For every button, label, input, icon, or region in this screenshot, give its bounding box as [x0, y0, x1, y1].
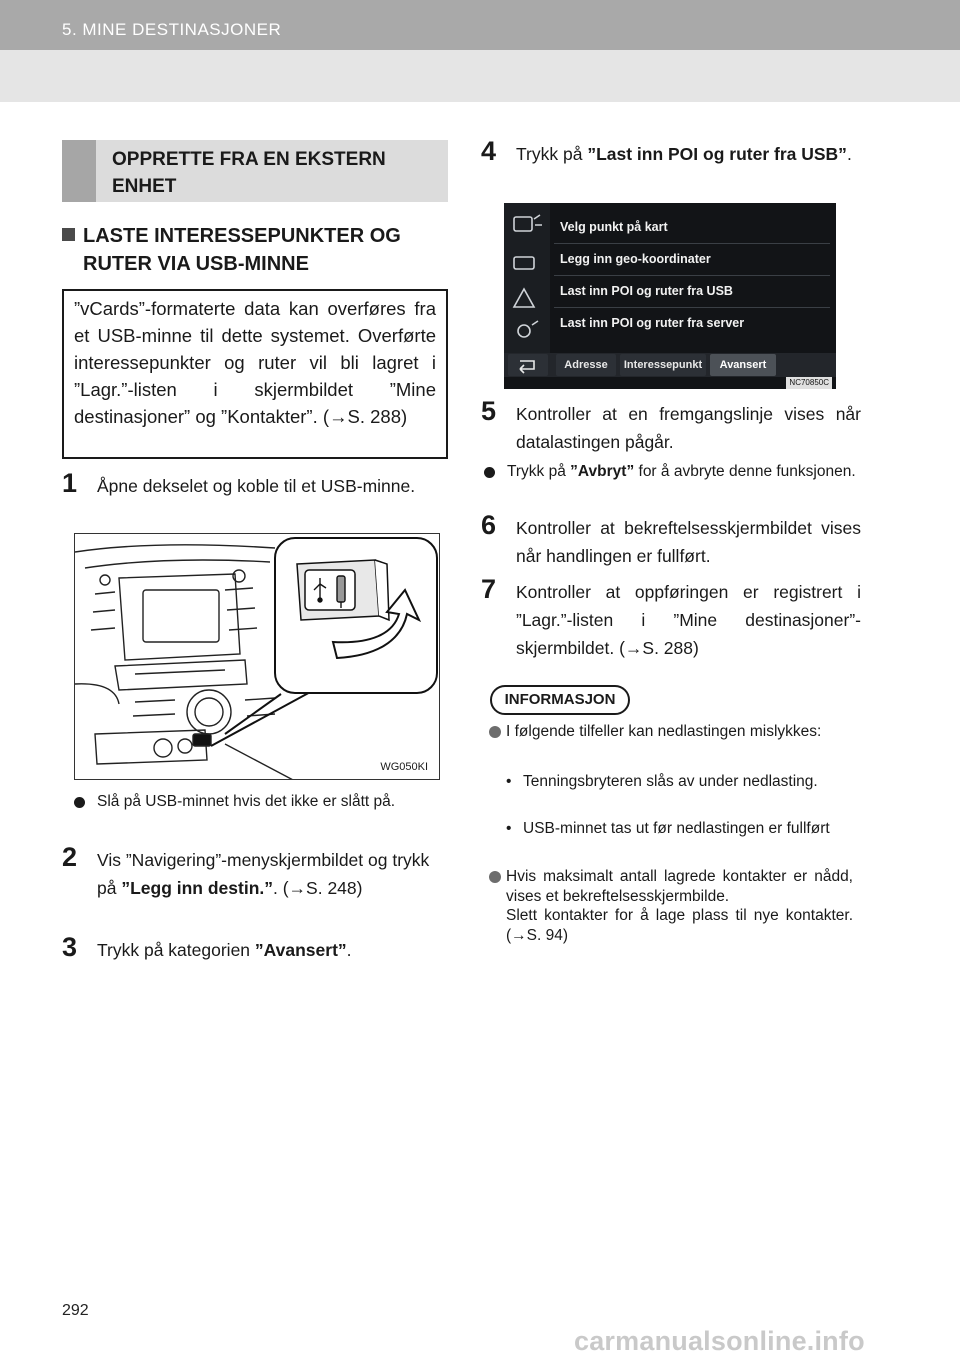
- step-number: 3: [62, 932, 78, 962]
- screen-code: NC70850C: [786, 377, 832, 389]
- watermark: carmanualsonline.info: [574, 1326, 865, 1356]
- step-number: 6: [481, 510, 497, 540]
- info-text: Hvis maksimalt antall lagrede kontakter er nådd, vises et bekreftelsesskjermbilde.: [506, 868, 853, 905]
- step-text-post: . (→S. 248): [273, 878, 363, 898]
- info-subitem-2: [506, 819, 853, 839]
- sub-bullet-icon: •: [506, 820, 512, 837]
- step-3: [62, 932, 448, 964]
- bullet-usb: [74, 792, 448, 812]
- tab-address[interactable]: Adresse: [556, 354, 616, 376]
- step-number: 5: [481, 396, 497, 426]
- page-number: 292: [62, 1302, 89, 1319]
- step-text: Trykk på kategorien: [97, 940, 255, 960]
- step-2: [62, 842, 448, 902]
- screen-side-icons: [504, 203, 550, 353]
- menu-item-enter-coordinates[interactable]: Legg inn geo-koordinater: [560, 252, 711, 266]
- step-bold-text: ”Last inn POI og ruter fra USB”: [587, 144, 847, 164]
- step-text: Kontroller at bekreftelsesskjermbildet vises når handlingen er fullført.: [516, 518, 861, 566]
- section-heading-box: [62, 140, 448, 202]
- section-title: OPPRETTE FRA EN EKSTERN ENHET: [112, 149, 386, 197]
- step-text: Trykk på: [516, 144, 588, 164]
- back-arrow-icon: [508, 354, 548, 376]
- step-text: Kontroller at en fremgangslinje vises når datalastingen pågår.: [516, 404, 861, 452]
- header-strip: [0, 0, 960, 50]
- info-subitem-1: [506, 772, 853, 792]
- info-subtext: Tenningsbryteren slås av under nedlasting.: [523, 773, 818, 790]
- info-item-1: [489, 722, 853, 742]
- dashboard-drawing: [75, 534, 440, 780]
- info-text-2: Slett kontakter for å lage plass til nye kontakter. (→S. 94): [506, 907, 853, 944]
- info-item-2: [489, 867, 853, 945]
- step-1: [62, 468, 448, 500]
- step-text-post: .: [346, 940, 352, 960]
- bullet-dot-icon: [74, 797, 85, 808]
- info-subtext: USB-minnet tas ut før nedlastingen er fullført: [523, 820, 830, 837]
- subheading-line2: RUTER VIA USB-MINNE: [83, 253, 309, 275]
- screen-icon-column: [504, 203, 550, 353]
- step-5: [481, 396, 861, 456]
- bullet-text: Slå på USB-minnet hvis det ikke er slått på.: [97, 793, 396, 810]
- step-text: Vis ”Navigering”-menyskjermbildet og trykk på: [97, 850, 430, 898]
- step-number: 1: [62, 468, 78, 498]
- subheading: [62, 222, 448, 278]
- menu-item-pick-on-map[interactable]: Velg punkt på kart: [560, 220, 668, 234]
- menu-item-load-from-usb[interactable]: Last inn POI og ruter fra USB: [560, 284, 733, 298]
- step-bold-text: ”Legg inn destin.”: [121, 878, 273, 898]
- step-text: Kontroller at oppføringen er registrert i ”Lagr.”-listen i ”Mine destinasjoner”-skjermbildet. (→S. 288): [516, 582, 861, 658]
- step-number: 7: [481, 574, 497, 604]
- bullet-text: Trykk på: [507, 463, 571, 480]
- bullet-text-post: for å avbryte denne funksjonen.: [634, 463, 856, 480]
- square-bullet-icon: [62, 228, 75, 241]
- section-heading-bar: [62, 140, 96, 202]
- step-number: 4: [481, 136, 497, 166]
- step-text-post: .: [846, 144, 852, 164]
- subheading-line1: LASTE INTERESSEPUNKTER OG: [83, 225, 401, 247]
- tab-advanced[interactable]: Avansert: [710, 354, 776, 376]
- menu-separator: [554, 243, 830, 244]
- bullet-bold-text: ”Avbryt”: [570, 463, 635, 480]
- intro-text: ”vCards”-formaterte data kan overføres fra et USB-minne til dette systemet. Overførte interessepunkter og ruter vil bli lagret i ”Lagr.”-listen i skjermbildet ”Mine destinasjoner” og ”Kontakter”. (→S. 288): [74, 298, 436, 427]
- step-6: [481, 510, 861, 570]
- step-4: [481, 136, 861, 168]
- info-text: I følgende tilfeller kan nedlastingen mislykkes:: [506, 723, 822, 740]
- information-tag: INFORMASJON: [490, 685, 630, 715]
- step-number: 2: [62, 842, 78, 872]
- back-button[interactable]: [508, 354, 548, 376]
- menu-item-load-from-server[interactable]: Last inn POI og ruter fra server: [560, 316, 745, 330]
- intro-box: [62, 289, 448, 459]
- bullet-cancel: [484, 462, 861, 482]
- menu-separator: [554, 275, 830, 276]
- step-bold-text: ”Avansert”: [254, 940, 347, 960]
- navigation-screen: [504, 203, 836, 389]
- tab-poi[interactable]: Interessepunkt: [620, 354, 706, 376]
- bullet-dot-icon: [484, 467, 495, 478]
- info-bullet-icon: [489, 871, 501, 883]
- info-bullet-icon: [489, 726, 501, 738]
- step-7: [481, 574, 861, 662]
- illustration-code: WG050KI: [377, 761, 431, 773]
- step-text: Åpne dekselet og koble til et USB-minne.: [97, 476, 416, 496]
- sub-bullet-icon: •: [506, 773, 512, 790]
- menu-separator: [554, 307, 830, 308]
- chapter-title: 5. MINE DESTINASJONER: [62, 20, 282, 39]
- usb-port-illustration: [74, 533, 440, 780]
